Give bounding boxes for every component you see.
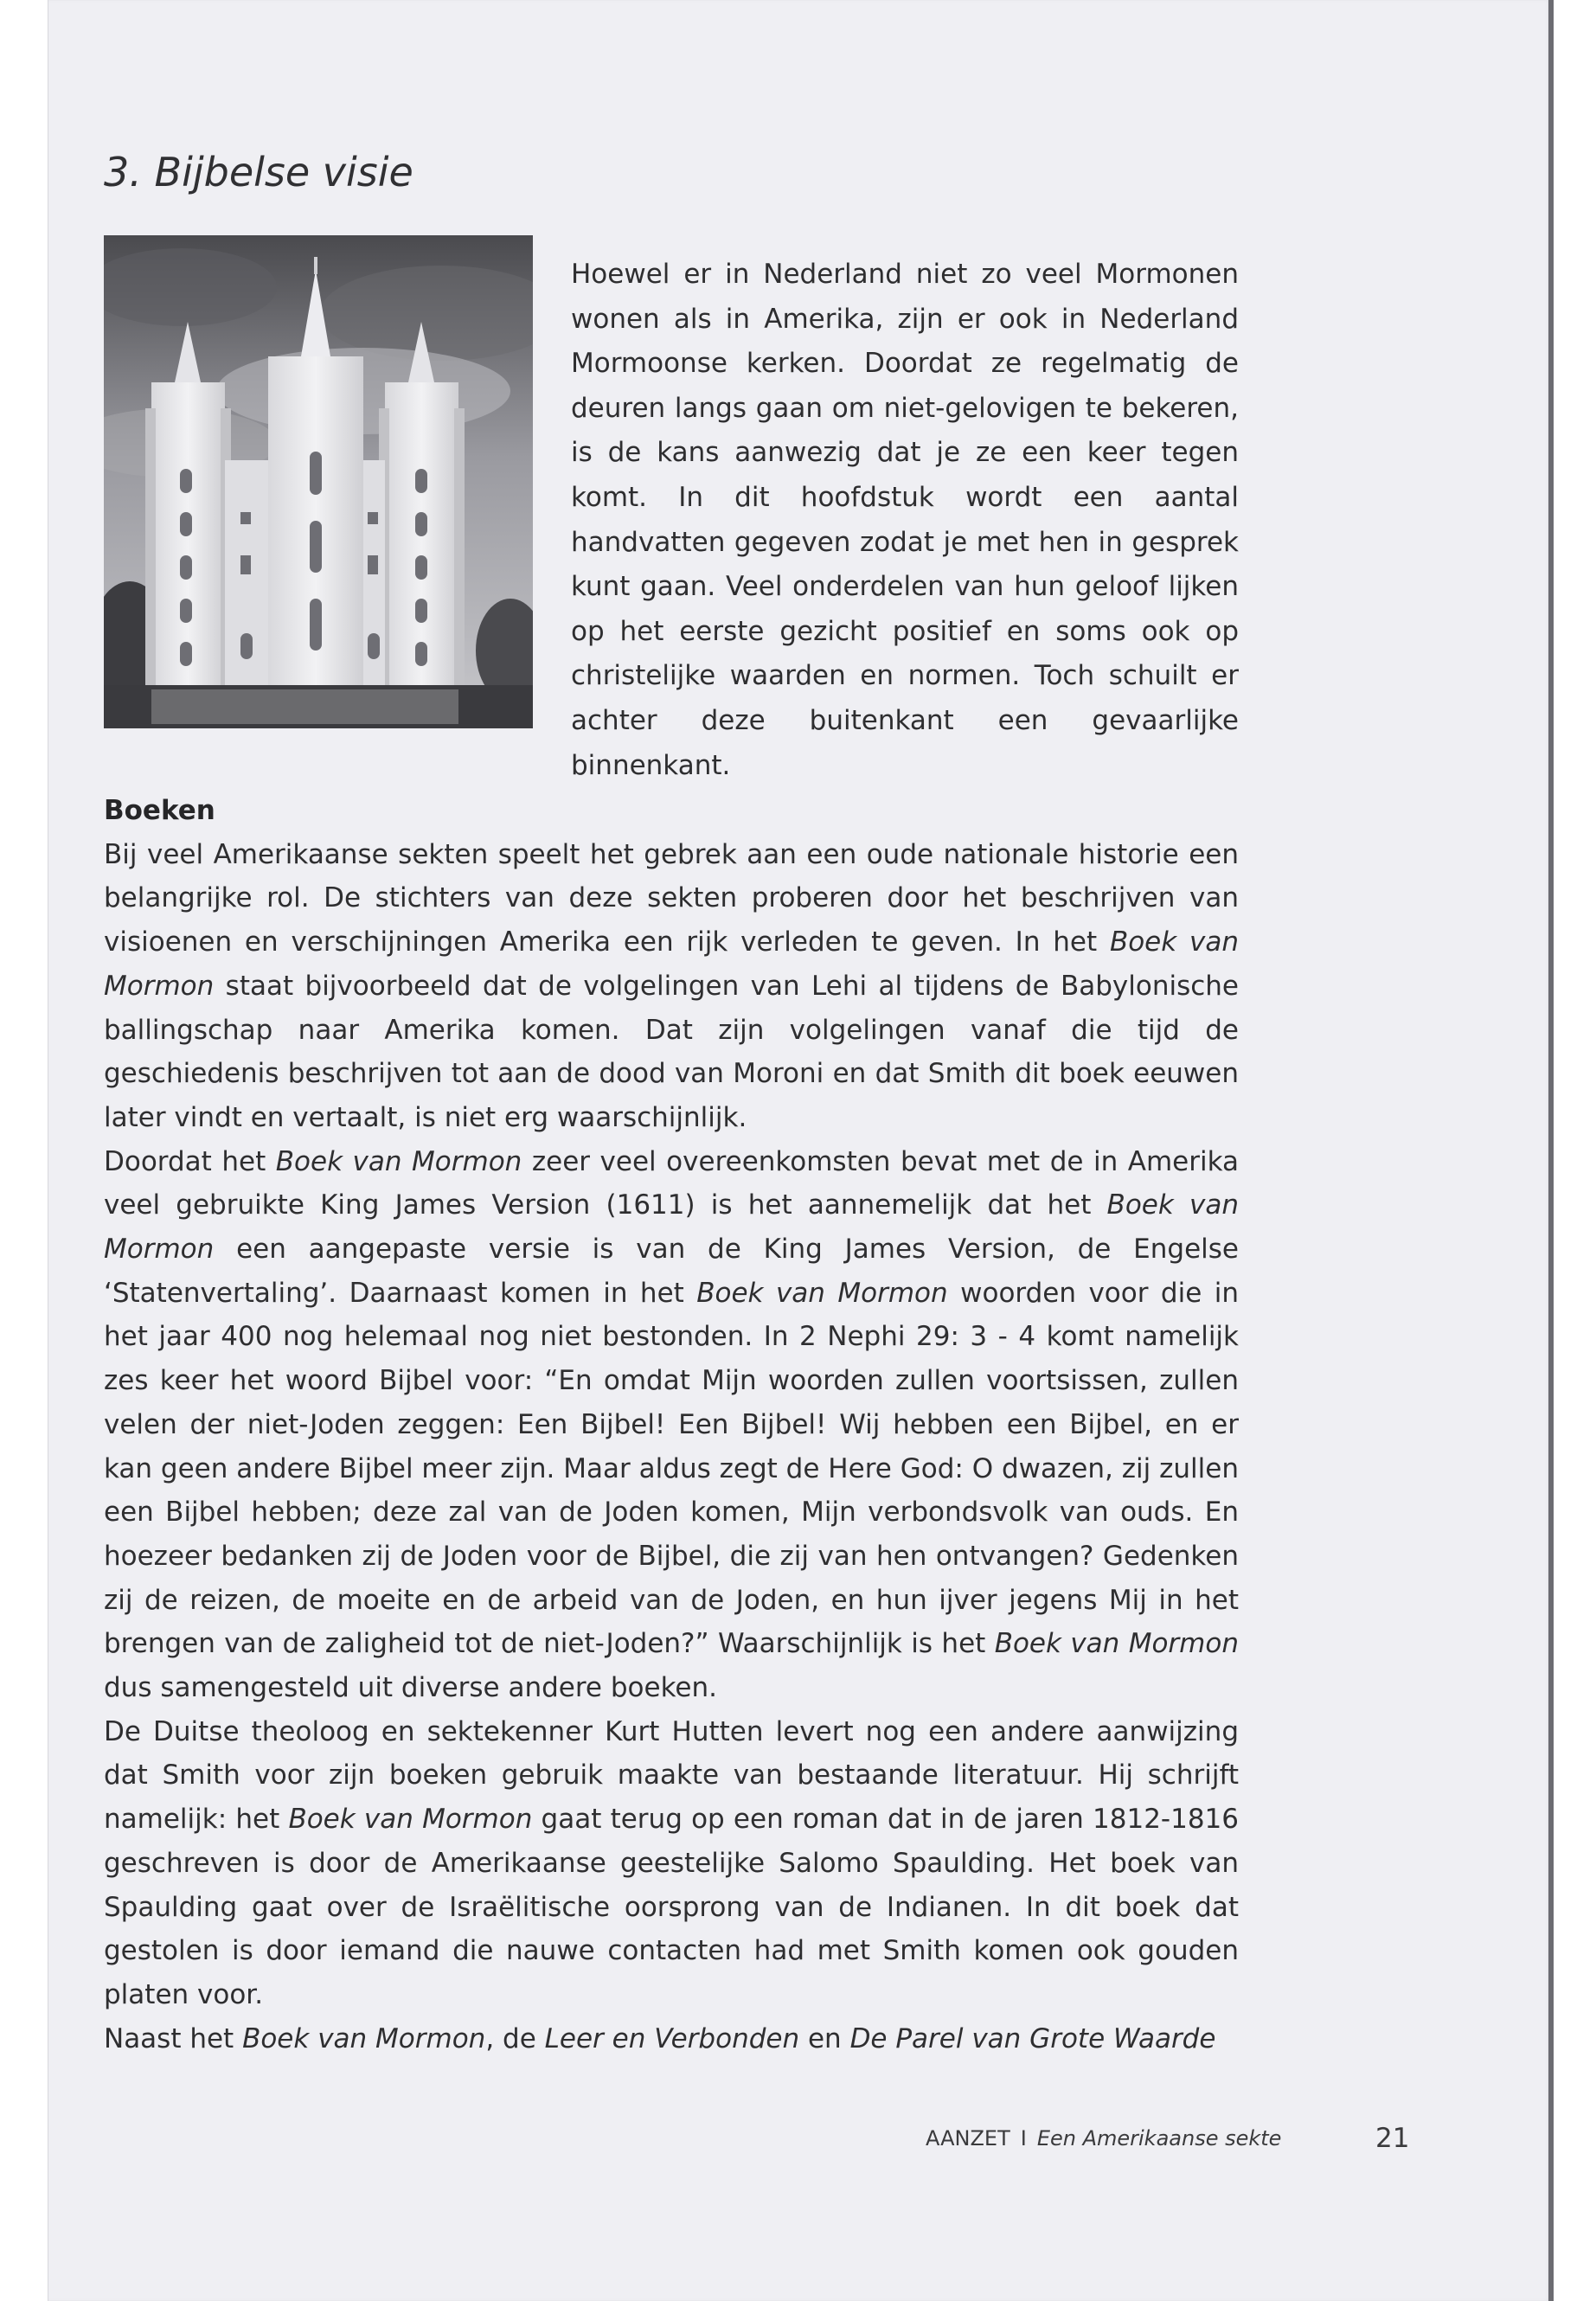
paragraph-2: Doordat het Boek van Mormon zeer veel overeenkomsten bevat met de in Amerika veel gebruikte King James Version (1611) is het aannemelijk dat het Boek van Mormon een aangepaste versie is van de King James Version, de Engelse ‘Statenvertaling’. Daarnaast komen in het Boek van Mormon woorden voor die in het jaar 400 nog helemaal nog niet bestonden. In 2 Nephi 29: 3 - 4 komt namelijk zes keer het woord Bijbel voor: “En omdat Mijn woorden zullen voortsissen, zullen velen der niet-Joden zeggen: Een Bijbel! Een Bijbel! Wij hebben een Bijbel, en er kan geen andere Bijbel meer zijn. Maar aldus zegt de Here God: O dwazen, zij zullen een Bijbel hebben; deze zal van de Joden komen, Mijn verbondsvolk van ouds. En hoezeer bedanken zij de Joden voor de Bijbel, die zij van hen ontvangen? Gedenken zij de reizen, de moeite en de arbeid van de Joden, en hun ijver jegens Mij in het brengen van de zaligheid tot de niet-Joden?” Waarschijnlijk is het Boek van Mormon dus samengesteld uit diverse andere boeken. (104, 1145, 1240, 1704)
running-footer (926, 2126, 1282, 2150)
page-edge (1548, 0, 1554, 2301)
footer-subtitle: Een Amerikaanse sekte (1036, 2126, 1282, 2150)
subheading-boeken: Boeken (104, 795, 215, 826)
footer-separator: I (1020, 2126, 1027, 2150)
footer-series: AANZET (926, 2126, 1010, 2150)
temple-photo (104, 235, 533, 728)
intro-paragraph: Hoewel er in Nederland niet zo veel Mormonen wonen als in Amerika, zijn er ook in Nederland Mormoonse kerken. Doordat ze regelmatig de deuren langs gaan om niet-gelovigen te bekeren, is de kans aanwezig dat je ze een keer tegen komt. In dit hoofdstuk wordt een aantal handvatten gegeven zodat je met hen in gesprek kunt gaan. Veel onderdelen van hun geloof lijken op het eerste gezicht positief en soms ook op christelijke waarden en normen. Toch schuilt er achter deze buitenkant een gevaarlijke binnenkant. (571, 259, 1239, 781)
paragraph-1: Bij veel Amerikaanse sekten speelt het gebrek aan een oude nationale historie een belangrijke rol. De stichters van deze sekten proberen door het beschrijven van visioenen en verschijningen Amerika een rijk verleden te geven. In het Boek van Mormon staat bijvoorbeeld dat de volgelingen van Lehi al tijdens de Babylonische ballingschap naar Amerika komen. Dat zijn volgelingen vanaf die tijd de geschiedenis beschrijven tot aan de dood van Moroni en dat Smith dit boek eeuwen later vindt en vertaalt, is niet erg waarschijnlijk. (104, 838, 1239, 1133)
paragraph-3: De Duitse theoloog en sektekenner Kurt Hutten levert nog een andere aanwijzing dat Smith voor zijn boeken gebruik maakte van bestaande literatuur. Hij schrijft namelijk: het Boek van Mormon gaat terug op een roman dat in de jaren 1812-1816 geschreven is door de Amerikaanse geestelijke Salomo Spaulding. Het boek van Spaulding gaat over de Israëlitische oorsprong van de Indianen. In dit boek dat gestolen is door iemand die nauwe contacten had met Smith komen ook gouden platen voor. (104, 1715, 1239, 2010)
section-title: 3. Bijbelse visie (104, 149, 413, 195)
body-text (104, 789, 1239, 2061)
page-number: 21 (1375, 2123, 1410, 2154)
paragraph-4: Naast het Boek van Mormon, de Leer en Verbonden en De Parel van Grote Waarde (104, 2022, 1216, 2054)
